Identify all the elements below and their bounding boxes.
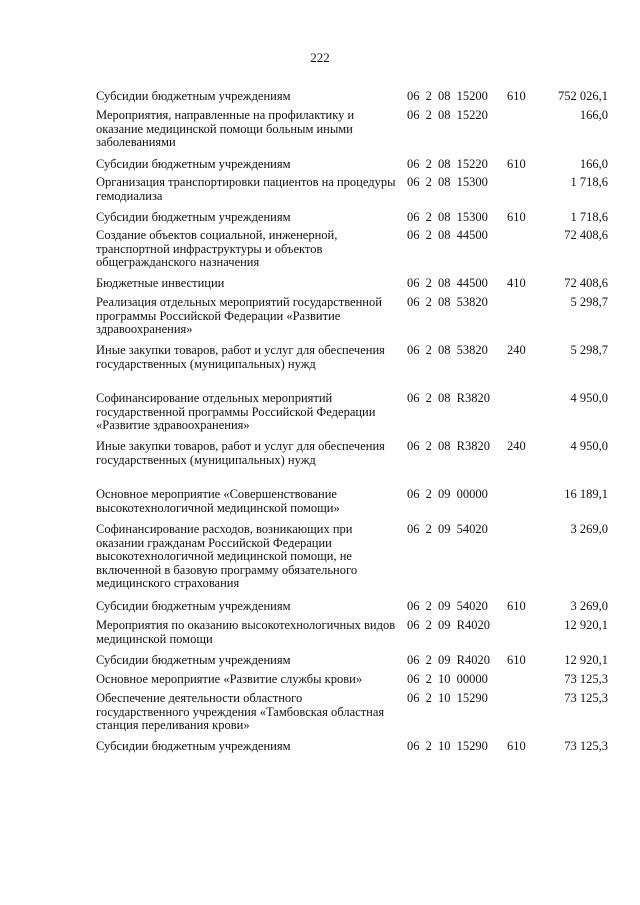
row-name: Мероприятия, направленные на профилактику и оказание медицинской помощи больным иными заболеваниями [96, 108, 355, 149]
table-row [0, 619, 640, 654]
row-vr: 610 [507, 210, 526, 224]
table-row [0, 488, 640, 523]
table-row [0, 109, 640, 158]
row-amount: 3 269,0 [570, 599, 608, 613]
row-code: 06 2 08 44500 [407, 228, 488, 242]
row-vr: 240 [507, 343, 526, 357]
row-name: Иные закупки товаров, работ и услуг для обеспечения государственных (муниципальных) нужд [96, 439, 385, 467]
row-vr: 410 [507, 276, 526, 290]
row-vr: 610 [507, 599, 526, 613]
row-amount: 73 125,3 [564, 672, 608, 686]
row-name: Мероприятия по оказанию высокотехнологичных видов медицинской помощи [96, 618, 396, 646]
row-vr: 610 [507, 739, 526, 753]
row-code: 06 2 09 R4020 [407, 653, 490, 667]
row-name: Субсидии бюджетным учреждениям [96, 599, 291, 613]
row-code: 06 2 08 15300 [407, 175, 488, 189]
row-vr: 610 [507, 157, 526, 171]
table-row [0, 158, 640, 176]
budget-table [0, 90, 640, 758]
row-vr: 610 [507, 89, 526, 103]
table-row [0, 654, 640, 673]
table-row [0, 523, 640, 600]
row-amount: 72 408,6 [564, 276, 608, 290]
row-code: 06 2 08 53820 [407, 343, 488, 357]
row-amount: 1 718,6 [570, 175, 608, 189]
row-name: Софинансирование расходов, возникающих при оказании гражданам Российской Федерации высокотехнологичной медицинской помощи, не включенной в базовую программу обязательного медицинского страхования [96, 522, 358, 590]
row-code: 06 2 09 00000 [407, 487, 488, 501]
row-name: Обеспечение деятельности областного государственного учреждения «Тамбовская областная станция переливания крови» [96, 691, 385, 732]
row-amount: 12 920,1 [564, 653, 608, 667]
table-row [0, 296, 640, 344]
row-code: 06 2 08 53820 [407, 295, 488, 309]
row-code: 06 2 08 15300 [407, 210, 488, 224]
table-row [0, 176, 640, 211]
row-code: 06 2 09 54020 [407, 599, 488, 613]
row-name: Создание объектов социальной, инженерной, транспортной инфраструктуры и объектов общегражданского назначения [96, 228, 338, 269]
row-amount: 4 950,0 [570, 391, 608, 405]
row-code: 06 2 10 00000 [407, 672, 488, 686]
row-amount: 73 125,3 [564, 691, 608, 705]
row-amount: 752 026,1 [558, 89, 608, 103]
row-amount: 16 189,1 [564, 487, 608, 501]
row-amount: 73 125,3 [564, 739, 608, 753]
row-amount: 1 718,6 [570, 210, 608, 224]
row-name: Реализация отдельных мероприятий государственной программы Российской Федерации «Развитие здравоохранения» [96, 295, 382, 336]
page-number: 222 [310, 50, 330, 65]
row-amount: 12 920,1 [564, 618, 608, 632]
row-amount: 4 950,0 [570, 439, 608, 453]
row-code: 06 2 08 15220 [407, 157, 488, 171]
row-amount: 5 298,7 [570, 295, 608, 309]
table-row [0, 277, 640, 296]
row-code: 06 2 10 15290 [407, 739, 488, 753]
row-amount: 166,0 [579, 108, 608, 122]
table-row [0, 740, 640, 758]
row-name: Основное мероприятие «Развитие службы крови» [96, 672, 363, 686]
row-amount: 166,0 [579, 157, 608, 171]
row-amount: 5 298,7 [570, 343, 608, 357]
row-code: 06 2 08 44500 [407, 276, 488, 290]
row-vr: 240 [507, 439, 526, 453]
row-code: 06 2 09 54020 [407, 522, 488, 536]
row-name: Иные закупки товаров, работ и услуг для обеспечения государственных (муниципальных) нужд [96, 343, 385, 371]
table-row [0, 692, 640, 740]
row-code: 06 2 08 15220 [407, 108, 488, 122]
row-vr: 610 [507, 653, 526, 667]
table-row [0, 229, 640, 277]
row-amount: 72 408,6 [564, 228, 608, 242]
row-code: 06 2 08 15200 [407, 89, 488, 103]
row-name: Субсидии бюджетным учреждениям [96, 739, 291, 753]
row-name: Организация транспортировки пациентов на процедуры гемодиализа [96, 175, 396, 203]
table-row [0, 90, 640, 109]
row-name: Субсидии бюджетным учреждениям [96, 89, 291, 103]
table-row [0, 440, 640, 488]
row-code: 06 2 08 R3820 [407, 391, 490, 405]
table-row [0, 344, 640, 392]
row-code: 06 2 09 R4020 [407, 618, 490, 632]
table-row [0, 673, 640, 692]
row-code: 06 2 10 15290 [407, 691, 488, 705]
row-name: Софинансирование отдельных мероприятий государственной программы Российской Федерации «Развитие здравоохранения» [96, 391, 376, 432]
row-name: Субсидии бюджетным учреждениям [96, 157, 291, 171]
row-name: Субсидии бюджетным учреждениям [96, 653, 291, 667]
table-row [0, 392, 640, 440]
row-name: Основное мероприятие «Совершенствование высокотехнологичной медицинской помощи» [96, 487, 340, 515]
row-name: Бюджетные инвестиции [96, 276, 225, 290]
row-code: 06 2 08 R3820 [407, 439, 490, 453]
row-name: Субсидии бюджетным учреждениям [96, 210, 291, 224]
table-row [0, 600, 640, 619]
row-amount: 3 269,0 [570, 522, 608, 536]
table-row [0, 211, 640, 229]
